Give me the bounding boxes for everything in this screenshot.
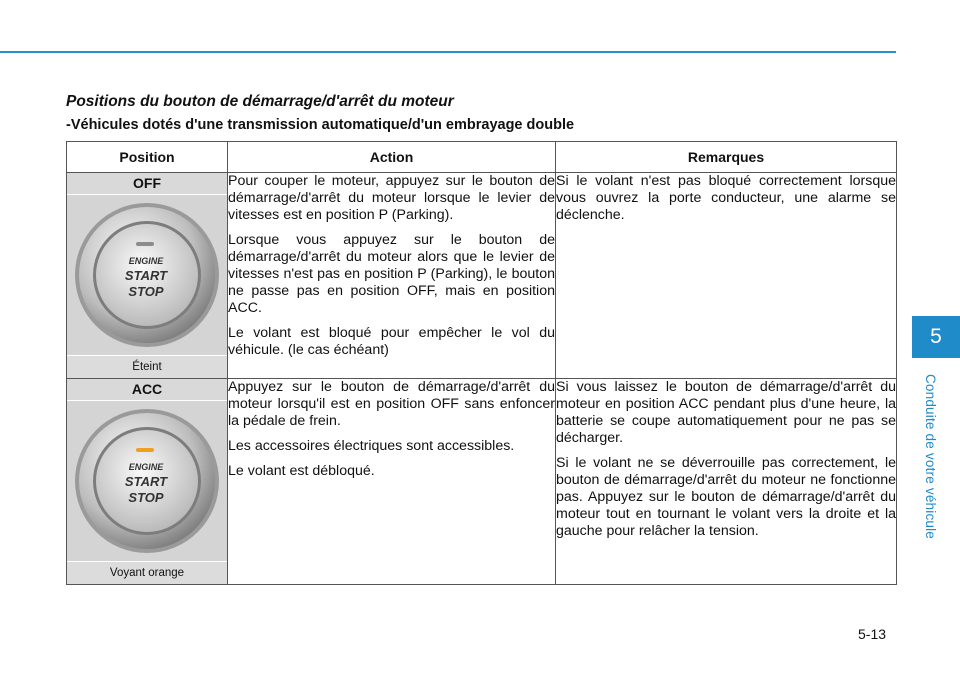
indicator-lamp: [136, 448, 154, 452]
action-paragraph: Le volant est débloqué.: [228, 463, 375, 479]
chapter-number: 5: [930, 325, 942, 348]
header-action: Action: [228, 142, 556, 173]
start-stop-button-icon: [72, 406, 222, 556]
header-rule: [0, 51, 896, 53]
table-header-row: [67, 142, 897, 173]
position-label: ACC: [67, 379, 227, 401]
header-position: Position: [67, 142, 228, 173]
remarks-paragraph: Si le volant ne se déverrouille pas correctement, le bouton de démarrage/d'arrêt du moteur ne fonctionne pas. Appuyez sur le bouton de démarrage/d'arrêt du moteur tout en tournant le volant vers la droite et la gauche pour relâcher la tension.: [556, 455, 896, 539]
chapter-number-tab[interactable]: [912, 316, 960, 358]
start-stop-button-illustration: [67, 195, 227, 355]
button-label-text: START: [124, 474, 168, 489]
start-stop-button-illustration: [67, 401, 227, 561]
remarks-cell: [556, 173, 897, 379]
action-paragraph: Les accessoires électriques sont accessibles.: [228, 438, 515, 454]
position-cell: [67, 379, 228, 585]
section-title: Positions du bouton de démarrage/d'arrêt du moteur: [66, 93, 454, 110]
position-cell: [67, 173, 228, 379]
section-subtitle: -Véhicules dotés d'une transmission automatique/d'un embrayage double: [66, 117, 575, 133]
table-row: [67, 173, 897, 379]
button-label-text: ENGINE: [128, 462, 164, 472]
page-number: 5-13: [858, 626, 887, 642]
button-label-text: STOP: [128, 490, 164, 505]
remarks-paragraph: Si le volant n'est pas bloqué correctement lorsque vous ouvrez la porte conducteur, une alarme se déclenche.: [556, 173, 896, 223]
header-remarks: Remarques: [556, 142, 897, 173]
action-cell: [228, 173, 556, 379]
chapter-title: Conduite de votre véhicule: [923, 373, 939, 539]
remarks-cell: [556, 379, 897, 585]
table-row: [67, 379, 897, 585]
indicator-lamp: [136, 242, 154, 246]
chapter-side-label: [917, 368, 945, 544]
action-paragraph: Le volant est bloqué pour empêcher le vol du véhicule. (le cas échéant): [228, 325, 555, 358]
button-label-text: ENGINE: [128, 256, 164, 266]
action-paragraph: Appuyez sur le bouton de démarrage/d'arrêt du moteur lorsqu'il est en position OFF sans enfoncer la pédale de frein.: [228, 379, 555, 429]
start-stop-button-icon: [72, 200, 222, 350]
action-cell: [228, 379, 556, 585]
action-paragraph: Pour couper le moteur, appuyez sur le bouton de démarrage/d'arrêt du moteur lorsque le levier de vitesses est en position P (Parking).: [228, 173, 555, 223]
position-caption: Voyant orange: [67, 561, 227, 584]
start-stop-positions-table: [66, 141, 897, 585]
button-label-text: START: [124, 268, 168, 283]
action-paragraph: Lorsque vous appuyez sur le bouton de démarrage/d'arrêt du moteur alors que le levier de vitesses n'est pas en position P (Parking), le bouton ne passe pas en position OFF, mais en position ACC.: [228, 232, 555, 316]
button-label-text: STOP: [128, 284, 164, 299]
position-label: OFF: [67, 173, 227, 195]
remarks-paragraph: Si vous laissez le bouton de démarrage/d'arrêt du moteur en position ACC pendant plus d'une heure, la batterie se coupe automatiquement pour ne pas se décharger.: [556, 379, 896, 446]
position-caption: Éteint: [67, 355, 227, 378]
